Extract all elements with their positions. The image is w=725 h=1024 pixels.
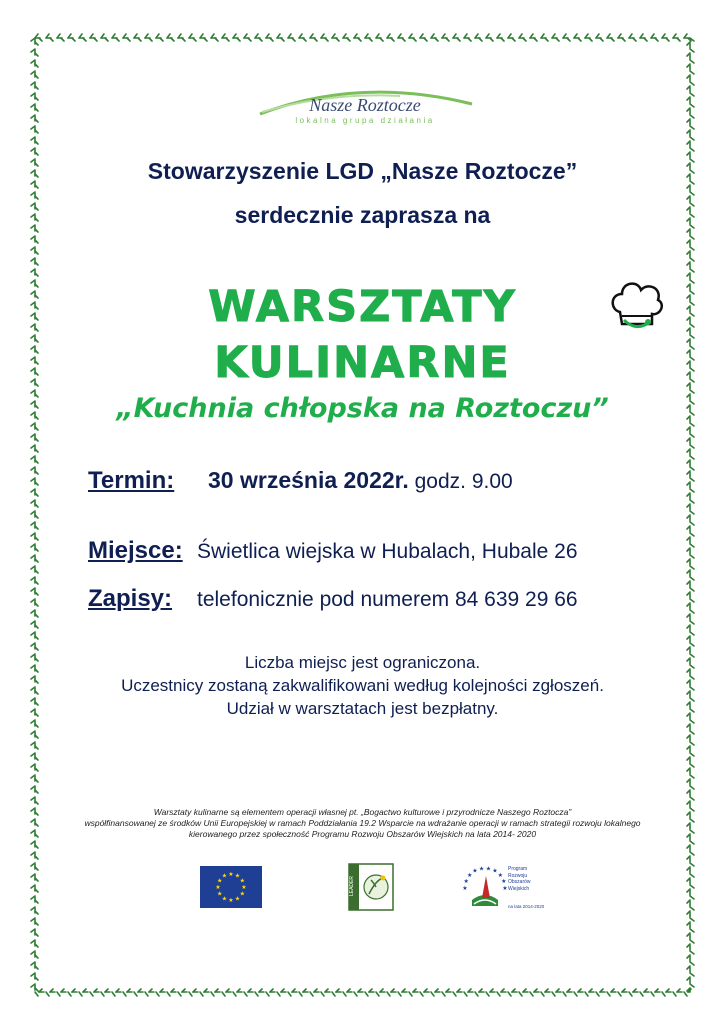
svg-text:★: ★ bbox=[217, 891, 223, 898]
event-title-line2: KULINARNE bbox=[214, 338, 511, 388]
footer-line2: współfinansowanej ze środków Unii Europejskiej w ramach Poddziałania 19.2 Wsparcie na wdrażanie operacji w ramach strategii rozwoju lokalnego bbox=[84, 818, 641, 828]
svg-text:★: ★ bbox=[215, 885, 221, 891]
svg-text:★: ★ bbox=[239, 878, 245, 885]
event-title-line1: WARSZTATY bbox=[208, 282, 517, 332]
place-label: Miejsce: bbox=[88, 537, 183, 564]
term-time: godz. 9.00 bbox=[414, 470, 513, 493]
svg-text:★: ★ bbox=[472, 868, 478, 875]
leader-logo bbox=[343, 862, 395, 912]
svg-text:★: ★ bbox=[217, 878, 223, 885]
invite-line: serdecznie zaprasza na bbox=[234, 202, 491, 228]
svg-text:★: ★ bbox=[239, 891, 245, 898]
footer-line1: Warsztaty kulinarne są elementem operacji własnej pt. „Bogactwo kulturowe i przyrodnicze Naszego Roztocza” bbox=[153, 807, 572, 817]
svg-text:★: ★ bbox=[492, 868, 498, 875]
svg-text:★: ★ bbox=[234, 896, 241, 903]
term-date: 30 września 2022r. bbox=[208, 467, 409, 493]
prow-line3: Obszarów bbox=[508, 879, 531, 885]
info-line3: Udział w warsztatach jest bezpłatny. bbox=[226, 699, 499, 718]
signup-label: Zapisy: bbox=[88, 585, 173, 612]
info-line2: Uczestnicy zostaną zakwalifikowani według kolejności zgłoszeń. bbox=[121, 676, 604, 695]
prow-line2: Rozwoju bbox=[508, 872, 528, 879]
svg-text:★: ★ bbox=[463, 879, 469, 886]
svg-text:★: ★ bbox=[221, 896, 228, 903]
prow-line1: Program bbox=[508, 866, 528, 872]
svg-text:★: ★ bbox=[478, 866, 485, 873]
svg-text:★: ★ bbox=[501, 879, 507, 886]
svg-text:★: ★ bbox=[234, 873, 241, 880]
svg-text:★: ★ bbox=[228, 898, 234, 904]
nasze-roztocze-logo bbox=[250, 82, 480, 132]
info-line1: Liczba miejsc jest ograniczona. bbox=[244, 653, 481, 672]
logo-tagline: lokalna grupa działania bbox=[295, 116, 435, 125]
place-value: Świetlica wiejska w Hubalach, Hubale 26 bbox=[197, 540, 578, 563]
logo-name: Nasze Roztocze bbox=[309, 95, 421, 115]
svg-text:★: ★ bbox=[502, 886, 508, 892]
prow-logo bbox=[460, 860, 552, 912]
prow-years: na lata 2014-2020 bbox=[508, 904, 545, 909]
footer-line3: kierowanego przez społeczność Programu Rozwoju Obszarów Wiejskich na lata 2014- 2020 bbox=[188, 829, 537, 839]
leader-label: LEADER bbox=[349, 876, 355, 897]
svg-text:★: ★ bbox=[466, 873, 473, 880]
svg-text:★: ★ bbox=[228, 872, 234, 878]
term-label: Termin: bbox=[88, 467, 175, 494]
term-value bbox=[208, 467, 513, 494]
prow-emblem-icon bbox=[460, 860, 510, 912]
event-subtitle: „Kuchnia chłopska na Roztoczu” bbox=[116, 393, 609, 424]
svg-text:★: ★ bbox=[462, 886, 468, 892]
svg-text:★: ★ bbox=[485, 866, 492, 873]
svg-text:★: ★ bbox=[221, 873, 228, 880]
signup-value: telefonicznie pod numerem 84 639 29 66 bbox=[197, 588, 578, 611]
organizer-line: Stowarzyszenie LGD „Nasze Roztocze” bbox=[147, 158, 578, 184]
eu-flag-icon bbox=[200, 866, 262, 908]
svg-text:★: ★ bbox=[497, 873, 504, 880]
prow-line4: Wiejskich bbox=[508, 885, 530, 892]
svg-text:★: ★ bbox=[241, 885, 247, 891]
